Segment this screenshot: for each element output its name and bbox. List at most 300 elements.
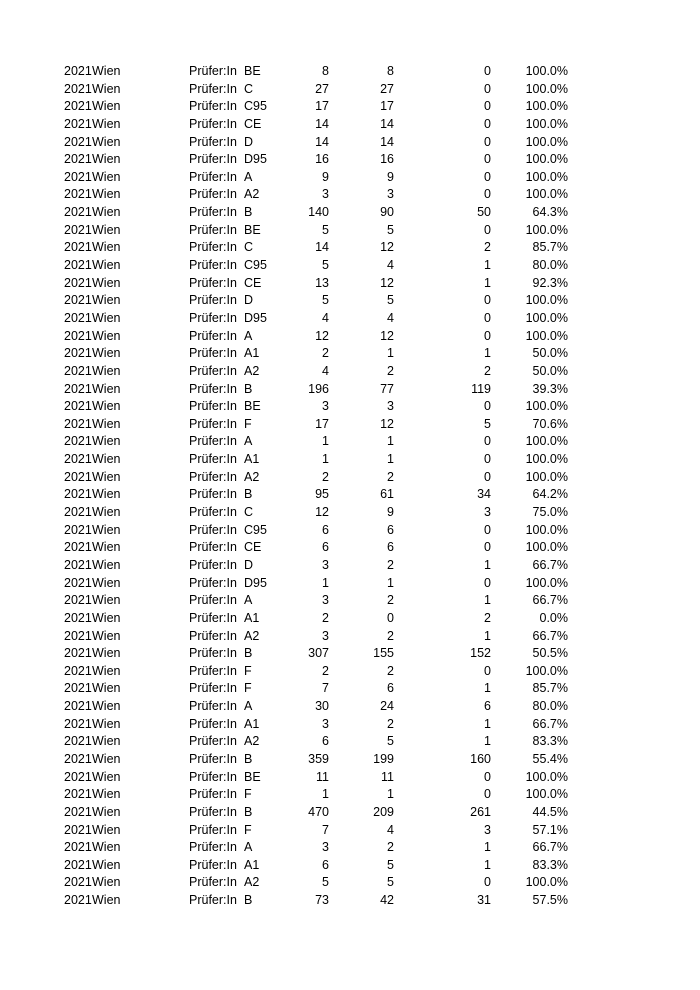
passed-count-cell: 2: [387, 363, 394, 378]
total-count-cell: 1: [322, 575, 329, 590]
pass-rate-cell: 100.0%: [525, 134, 568, 149]
table-row: [0, 433, 700, 451]
passed-count-cell: 4: [387, 258, 394, 273]
location-cell: Wien: [92, 187, 121, 202]
year-cell: 2021: [64, 681, 92, 696]
license-class-cell: A1: [244, 610, 260, 625]
total-count-cell: 14: [315, 134, 329, 149]
total-count-cell: 12: [315, 328, 329, 343]
passed-count-cell: 90: [380, 205, 394, 220]
license-class-cell: A: [244, 699, 253, 714]
location-cell: Wien: [92, 469, 121, 484]
location-cell: Wien: [92, 293, 121, 308]
role-cell: Prüfer:In: [189, 99, 237, 114]
license-class-cell: A2: [244, 469, 260, 484]
pass-rate-cell: 57.5%: [532, 893, 568, 908]
failed-count-cell: 6: [484, 699, 491, 714]
table-row: [0, 204, 700, 222]
role-cell: Prüfer:In: [189, 169, 237, 184]
total-count-cell: 17: [315, 416, 329, 431]
year-cell: 2021: [64, 610, 92, 625]
pass-rate-cell: 64.2%: [532, 487, 568, 502]
pass-rate-cell: 66.7%: [532, 628, 568, 643]
location-cell: Wien: [92, 699, 121, 714]
passed-count-cell: 155: [373, 646, 394, 661]
total-count-cell: 5: [322, 258, 329, 273]
location-cell: Wien: [92, 258, 121, 273]
license-class-cell: D95: [244, 310, 267, 325]
passed-count-cell: 5: [387, 222, 394, 237]
failed-count-cell: 0: [484, 875, 491, 890]
passed-count-cell: 1: [387, 787, 394, 802]
failed-count-cell: 1: [484, 681, 491, 696]
location-cell: Wien: [92, 99, 121, 114]
failed-count-cell: 0: [484, 452, 491, 467]
passed-count-cell: 5: [387, 875, 394, 890]
failed-count-cell: 31: [477, 893, 491, 908]
year-cell: 2021: [64, 363, 92, 378]
role-cell: Prüfer:In: [189, 822, 237, 837]
passed-count-cell: 27: [380, 81, 394, 96]
table-row: [0, 469, 700, 487]
total-count-cell: 30: [315, 699, 329, 714]
failed-count-cell: 152: [470, 646, 491, 661]
table-row: [0, 275, 700, 293]
license-class-cell: F: [244, 822, 252, 837]
year-cell: 2021: [64, 716, 92, 731]
pass-rate-cell: 100.0%: [525, 522, 568, 537]
table-row: [0, 186, 700, 204]
role-cell: Prüfer:In: [189, 381, 237, 396]
table-row: [0, 539, 700, 557]
role-cell: Prüfer:In: [189, 593, 237, 608]
role-cell: Prüfer:In: [189, 434, 237, 449]
year-cell: 2021: [64, 487, 92, 502]
passed-count-cell: 5: [387, 857, 394, 872]
pass-rate-cell: 100.0%: [525, 434, 568, 449]
pass-rate-cell: 100.0%: [525, 787, 568, 802]
year-cell: 2021: [64, 593, 92, 608]
failed-count-cell: 0: [484, 293, 491, 308]
role-cell: Prüfer:In: [189, 222, 237, 237]
year-cell: 2021: [64, 152, 92, 167]
year-cell: 2021: [64, 275, 92, 290]
pass-rate-cell: 100.0%: [525, 169, 568, 184]
table-row: [0, 769, 700, 787]
role-cell: Prüfer:In: [189, 610, 237, 625]
license-class-cell: C: [244, 240, 254, 255]
pass-rate-cell: 66.7%: [532, 840, 568, 855]
pass-rate-cell: 83.3%: [532, 734, 568, 749]
total-count-cell: 1: [322, 787, 329, 802]
role-cell: Prüfer:In: [189, 205, 237, 220]
passed-count-cell: 11: [381, 769, 394, 784]
pass-rate-cell: 0.0%: [539, 610, 568, 625]
location-cell: Wien: [92, 557, 121, 572]
license-class-cell: CE: [244, 540, 262, 555]
location-cell: Wien: [92, 81, 121, 96]
license-class-cell: B: [244, 381, 253, 396]
table-row: [0, 416, 700, 434]
year-cell: 2021: [64, 328, 92, 343]
license-class-cell: B: [244, 804, 253, 819]
pass-rate-cell: 100.0%: [525, 769, 568, 784]
location-cell: Wien: [92, 875, 121, 890]
pass-rate-cell: 100.0%: [525, 222, 568, 237]
table-row: [0, 239, 700, 257]
failed-count-cell: 0: [484, 81, 491, 96]
total-count-cell: 2: [322, 610, 329, 625]
passed-count-cell: 12: [380, 328, 394, 343]
total-count-cell: 9: [322, 169, 329, 184]
license-class-cell: A1: [244, 716, 260, 731]
year-cell: 2021: [64, 310, 92, 325]
role-cell: Prüfer:In: [189, 751, 237, 766]
table-row: [0, 804, 700, 822]
license-class-cell: CE: [244, 275, 262, 290]
pass-rate-cell: 55.4%: [532, 751, 568, 766]
total-count-cell: 7: [322, 822, 329, 837]
table-row: [0, 857, 700, 875]
year-cell: 2021: [64, 64, 92, 78]
failed-count-cell: 0: [484, 540, 491, 555]
pass-rate-cell: 100.0%: [525, 293, 568, 308]
license-class-cell: C95: [244, 99, 267, 114]
year-cell: 2021: [64, 187, 92, 202]
location-cell: Wien: [92, 346, 121, 361]
table-row: [0, 751, 700, 769]
year-cell: 2021: [64, 522, 92, 537]
pass-rate-cell: 100.0%: [525, 310, 568, 325]
pass-rate-cell: 80.0%: [532, 699, 568, 714]
failed-count-cell: 0: [484, 399, 491, 414]
total-count-cell: 2: [322, 469, 329, 484]
failed-count-cell: 0: [484, 222, 491, 237]
location-cell: Wien: [92, 575, 121, 590]
failed-count-cell: 1: [484, 557, 491, 572]
role-cell: Prüfer:In: [189, 716, 237, 731]
pass-rate-cell: 100.0%: [525, 81, 568, 96]
table-row: [0, 628, 700, 646]
table-row: [0, 645, 700, 663]
failed-count-cell: 1: [484, 275, 491, 290]
pass-rate-cell: 70.6%: [532, 416, 568, 431]
table-row: [0, 592, 700, 610]
pass-rate-cell: 100.0%: [525, 328, 568, 343]
passed-count-cell: 77: [380, 381, 394, 396]
table-row: [0, 874, 700, 892]
pass-rate-cell: 100.0%: [525, 469, 568, 484]
pass-rate-cell: 100.0%: [525, 116, 568, 131]
passed-count-cell: 3: [387, 399, 394, 414]
role-cell: Prüfer:In: [189, 769, 237, 784]
failed-count-cell: 0: [484, 787, 491, 802]
year-cell: 2021: [64, 893, 92, 908]
passed-count-cell: 1: [387, 575, 394, 590]
license-class-cell: D: [244, 134, 254, 149]
year-cell: 2021: [64, 434, 92, 449]
location-cell: Wien: [92, 505, 121, 520]
total-count-cell: 3: [322, 399, 329, 414]
total-count-cell: 307: [308, 646, 329, 661]
location-cell: Wien: [92, 840, 121, 855]
pass-rate-cell: 100.0%: [525, 99, 568, 114]
total-count-cell: 4: [322, 310, 329, 325]
table-row: [0, 522, 700, 540]
year-cell: 2021: [64, 258, 92, 273]
table-row: [0, 892, 700, 910]
passed-count-cell: 5: [387, 734, 394, 749]
pass-rate-cell: 92.3%: [532, 275, 568, 290]
location-cell: Wien: [92, 275, 121, 290]
failed-count-cell: 119: [471, 381, 491, 396]
failed-count-cell: 0: [484, 187, 491, 202]
year-cell: 2021: [64, 557, 92, 572]
location-cell: Wien: [92, 663, 121, 678]
table-row: [0, 381, 700, 399]
passed-count-cell: 12: [380, 275, 394, 290]
license-class-cell: A2: [244, 628, 260, 643]
passed-count-cell: 9: [387, 169, 394, 184]
license-class-cell: B: [244, 487, 253, 502]
license-class-cell: F: [244, 416, 252, 431]
pass-rate-cell: 100.0%: [525, 187, 568, 202]
total-count-cell: 6: [322, 522, 329, 537]
role-cell: Prüfer:In: [189, 681, 237, 696]
license-class-cell: A: [244, 840, 253, 855]
year-cell: 2021: [64, 81, 92, 96]
location-cell: Wien: [92, 734, 121, 749]
license-class-cell: A2: [244, 363, 260, 378]
license-class-cell: C95: [244, 522, 267, 537]
role-cell: Prüfer:In: [189, 557, 237, 572]
location-cell: Wien: [92, 716, 121, 731]
failed-count-cell: 34: [477, 487, 491, 502]
location-cell: Wien: [92, 893, 121, 908]
location-cell: Wien: [92, 646, 121, 661]
total-count-cell: 2: [322, 346, 329, 361]
year-cell: 2021: [64, 540, 92, 555]
role-cell: Prüfer:In: [189, 116, 237, 131]
role-cell: Prüfer:In: [189, 275, 237, 290]
failed-count-cell: 1: [484, 258, 491, 273]
passed-count-cell: 199: [373, 751, 394, 766]
pass-rate-cell: 50.0%: [532, 346, 568, 361]
license-class-cell: B: [244, 893, 253, 908]
location-cell: Wien: [92, 169, 121, 184]
passed-count-cell: 17: [380, 99, 394, 114]
failed-count-cell: 1: [484, 857, 491, 872]
table-row: [0, 98, 700, 116]
total-count-cell: 5: [322, 222, 329, 237]
pass-rate-cell: 64.3%: [532, 205, 568, 220]
year-cell: 2021: [64, 240, 92, 255]
passed-count-cell: 6: [387, 681, 394, 696]
data-table: [0, 63, 700, 910]
table-row: [0, 716, 700, 734]
table-row: [0, 345, 700, 363]
year-cell: 2021: [64, 840, 92, 855]
location-cell: Wien: [92, 399, 121, 414]
total-count-cell: 6: [322, 734, 329, 749]
license-class-cell: BE: [244, 222, 261, 237]
total-count-cell: 95: [315, 487, 329, 502]
year-cell: 2021: [64, 169, 92, 184]
license-class-cell: D: [244, 293, 254, 308]
pass-rate-cell: 50.5%: [532, 646, 568, 661]
year-cell: 2021: [64, 769, 92, 784]
passed-count-cell: 2: [387, 663, 394, 678]
year-cell: 2021: [64, 99, 92, 114]
year-cell: 2021: [64, 134, 92, 149]
table-row: [0, 134, 700, 152]
role-cell: Prüfer:In: [189, 840, 237, 855]
role-cell: Prüfer:In: [189, 699, 237, 714]
role-cell: Prüfer:In: [189, 152, 237, 167]
passed-count-cell: 16: [380, 152, 394, 167]
year-cell: 2021: [64, 575, 92, 590]
pass-rate-cell: 66.7%: [532, 593, 568, 608]
year-cell: 2021: [64, 416, 92, 431]
table-row: [0, 486, 700, 504]
role-cell: Prüfer:In: [189, 628, 237, 643]
total-count-cell: 3: [322, 593, 329, 608]
pass-rate-cell: 57.1%: [532, 822, 568, 837]
total-count-cell: 3: [322, 187, 329, 202]
passed-count-cell: 6: [387, 540, 394, 555]
license-class-cell: C95: [244, 258, 267, 273]
role-cell: Prüfer:In: [189, 258, 237, 273]
license-class-cell: CE: [244, 116, 262, 131]
table-row: [0, 557, 700, 575]
passed-count-cell: 14: [380, 134, 394, 149]
location-cell: Wien: [92, 205, 121, 220]
license-class-cell: C: [244, 81, 254, 96]
table-row: [0, 222, 700, 240]
passed-count-cell: 2: [387, 469, 394, 484]
failed-count-cell: 1: [484, 628, 491, 643]
location-cell: Wien: [92, 116, 121, 131]
total-count-cell: 6: [322, 540, 329, 555]
role-cell: Prüfer:In: [189, 416, 237, 431]
license-class-cell: C: [244, 505, 254, 520]
license-class-cell: F: [244, 663, 252, 678]
passed-count-cell: 14: [380, 116, 394, 131]
license-class-cell: A1: [244, 452, 260, 467]
passed-count-cell: 2: [387, 840, 394, 855]
location-cell: Wien: [92, 628, 121, 643]
license-class-cell: D: [244, 557, 254, 572]
pass-rate-cell: 100.0%: [525, 575, 568, 590]
role-cell: Prüfer:In: [189, 875, 237, 890]
year-cell: 2021: [64, 346, 92, 361]
year-cell: 2021: [64, 628, 92, 643]
license-class-cell: A1: [244, 857, 260, 872]
table-row: [0, 169, 700, 187]
year-cell: 2021: [64, 452, 92, 467]
license-class-cell: BE: [244, 769, 261, 784]
role-cell: Prüfer:In: [189, 540, 237, 555]
passed-count-cell: 24: [380, 699, 394, 714]
table-row: [0, 680, 700, 698]
license-class-cell: D95: [244, 575, 267, 590]
role-cell: Prüfer:In: [189, 399, 237, 414]
table-row: [0, 663, 700, 681]
role-cell: Prüfer:In: [189, 487, 237, 502]
failed-count-cell: 261: [470, 804, 491, 819]
passed-count-cell: 4: [387, 822, 394, 837]
role-cell: Prüfer:In: [189, 293, 237, 308]
total-count-cell: 14: [315, 240, 329, 255]
role-cell: Prüfer:In: [189, 804, 237, 819]
failed-count-cell: 5: [484, 416, 491, 431]
pass-rate-cell: 85.7%: [532, 681, 568, 696]
failed-count-cell: 0: [484, 152, 491, 167]
year-cell: 2021: [64, 646, 92, 661]
passed-count-cell: 0: [387, 610, 394, 625]
passed-count-cell: 12: [380, 416, 394, 431]
failed-count-cell: 0: [484, 575, 491, 590]
pass-rate-cell: 100.0%: [525, 399, 568, 414]
failed-count-cell: 2: [484, 363, 491, 378]
role-cell: Prüfer:In: [189, 575, 237, 590]
pass-rate-cell: 66.7%: [532, 557, 568, 572]
total-count-cell: 12: [315, 505, 329, 520]
year-cell: 2021: [64, 381, 92, 396]
license-class-cell: A2: [244, 187, 260, 202]
table-row: [0, 328, 700, 346]
role-cell: Prüfer:In: [189, 452, 237, 467]
year-cell: 2021: [64, 293, 92, 308]
year-cell: 2021: [64, 205, 92, 220]
year-cell: 2021: [64, 699, 92, 714]
passed-count-cell: 1: [387, 346, 394, 361]
total-count-cell: 8: [322, 64, 329, 78]
location-cell: Wien: [92, 328, 121, 343]
passed-count-cell: 2: [387, 557, 394, 572]
location-cell: Wien: [92, 769, 121, 784]
pass-rate-cell: 100.0%: [525, 875, 568, 890]
license-class-cell: F: [244, 787, 252, 802]
table-row: [0, 363, 700, 381]
total-count-cell: 27: [315, 81, 329, 96]
pass-rate-cell: 75.0%: [532, 505, 568, 520]
pass-rate-cell: 80.0%: [532, 258, 568, 273]
year-cell: 2021: [64, 505, 92, 520]
failed-count-cell: 0: [484, 169, 491, 184]
role-cell: Prüfer:In: [189, 505, 237, 520]
table-row: [0, 116, 700, 134]
table-row: [0, 151, 700, 169]
license-class-cell: BE: [244, 64, 261, 78]
table-row: [0, 292, 700, 310]
pass-rate-cell: 100.0%: [525, 152, 568, 167]
passed-count-cell: 2: [387, 716, 394, 731]
total-count-cell: 11: [316, 769, 329, 784]
location-cell: Wien: [92, 416, 121, 431]
total-count-cell: 7: [322, 681, 329, 696]
failed-count-cell: 3: [484, 822, 491, 837]
location-cell: Wien: [92, 787, 121, 802]
pass-rate-cell: 44.5%: [532, 804, 568, 819]
failed-count-cell: 0: [484, 116, 491, 131]
location-cell: Wien: [92, 610, 121, 625]
year-cell: 2021: [64, 399, 92, 414]
role-cell: Prüfer:In: [189, 734, 237, 749]
role-cell: Prüfer:In: [189, 363, 237, 378]
failed-count-cell: 3: [484, 505, 491, 520]
location-cell: Wien: [92, 134, 121, 149]
